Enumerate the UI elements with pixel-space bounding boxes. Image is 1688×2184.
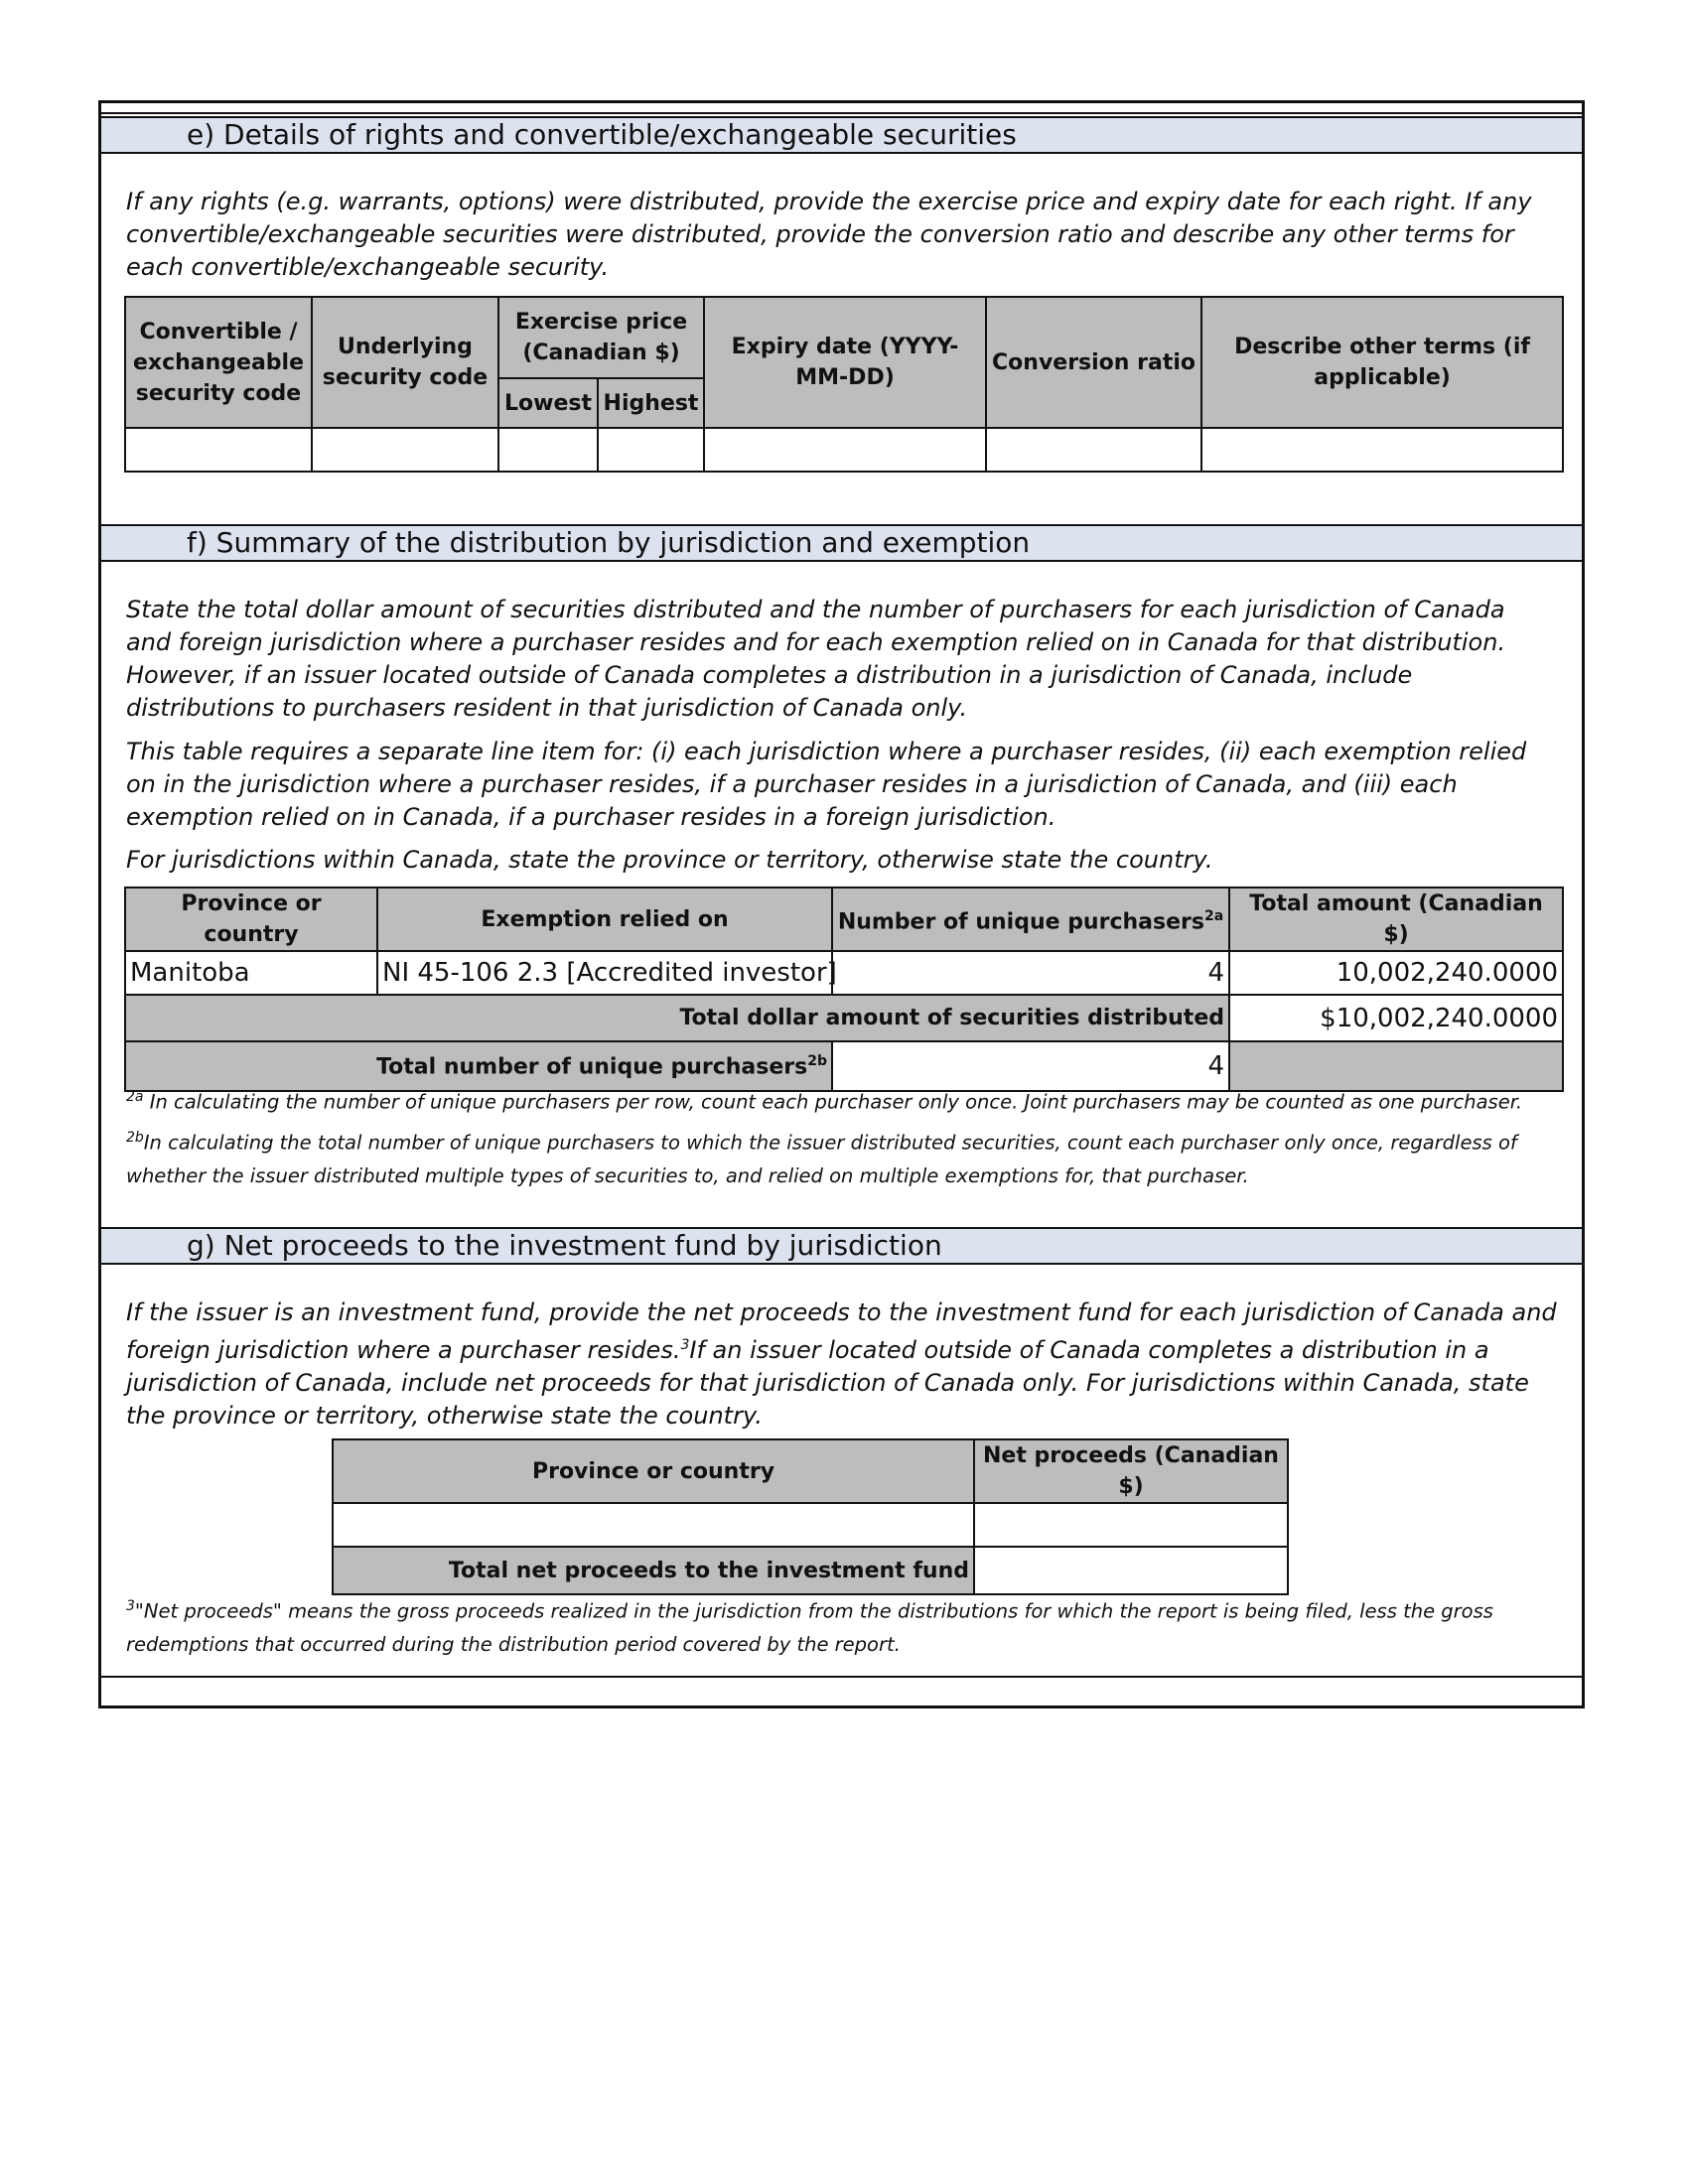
total-net-proceeds-label: Total net proceeds to the investment fund [333,1547,974,1594]
col-total-amount: Total amount (Canadian $) [1229,887,1563,951]
section-e-instructions: If any rights (e.g. warrants, options) were distributed, provide the exercise price and expiry date for each right. If any convertible/exchangeable securities were distributed, provide the conversion ratio and describe any other terms for each convertible/exchangeable security. [126,188,1532,281]
footnote-2b [126,1122,1557,1192]
input-highest-price[interactable] [598,428,704,472]
footnote-2b-text: In calculating the total number of unique purchasers to which the issuer distributed securities, count each purchaser only once, regardless of whether the issuer distributed multiple types of securities to, and relied on multiple exemptions for, that purchaser. [126,1131,1517,1187]
section-f-header: f) Summary of the distribution by jurisdiction and exemption [101,524,1582,562]
input-underlying-code[interactable] [312,428,498,472]
col-unique-purchasers-label: Number of unique purchasers [837,909,1204,935]
section-f-para3: For jurisdictions within Canada, state the province or territory, otherwise state the country. [126,846,1213,874]
col-net-proceeds: Net proceeds (Canadian $) [974,1439,1288,1503]
section-f-para2: This table requires a separate line item for: (i) each jurisdiction where a purchaser resides, (ii) each exemption relied on in the jurisdiction where a purchaser resides, if a purchaser resides in a jurisdiction of Canada, and (iii) each exemption relied on in Canada, if a purchaser resides in a foreign jurisdiction. [126,738,1527,831]
input-convertible-code[interactable] [125,428,312,472]
col-exercise-price: Exercise price (Canadian $) [498,297,704,378]
footnote-2a-mark: 2a [126,1089,144,1105]
col-unique-purchasers [832,887,1229,951]
input-net-proceeds[interactable] [974,1503,1288,1547]
col-highest: Highest [598,378,704,428]
footnote-3-text: "Net proceeds" means the gross proceeds realized in the jurisdiction from the distributions for which the report is being filed, less the gross redemptions that occurred during the distribution period covered by the report. [126,1599,1493,1656]
total-amount-value: $10,002,240.0000 [1229,995,1563,1041]
frame-bottom-rule [101,1676,1582,1678]
input-lowest-price[interactable] [498,428,598,472]
cell-province[interactable]: Manitoba [125,951,377,995]
section-e-header: e) Details of rights and convertible/exchangeable securities [101,116,1582,154]
distribution-table [124,887,1564,1092]
frame-top-rule [101,112,1582,114]
footnote-3 [126,1590,1557,1661]
cell-purchasers[interactable]: 4 [832,951,1229,995]
cell-exemption[interactable]: NI 45-106 2.3 [Accredited investor] [377,951,832,995]
table-row [125,951,1563,995]
footnote-3-mark: 3 [126,1598,135,1614]
footnote-ref-3: 3 [680,1337,690,1353]
input-expiry-date[interactable] [704,428,986,472]
total-amount-label: Total dollar amount of securities distributed [125,995,1229,1041]
col-convertible-code: Convertible / exchangeable security code [125,297,312,428]
footnote-2a-text: In calculating the number of unique purchasers per row, count each purchaser only once. Joint purchasers may be counted as one purchaser. [143,1090,1523,1114]
form-frame [98,100,1585,1708]
col-exemption: Exemption relied on [377,887,832,951]
total-purchasers-value: 4 [832,1041,1229,1091]
section-g-para-b: If an issuer located outside of Canada completes a distribution in a jurisdiction of Canada, include net proceeds for that jurisdiction of Canada only. For jurisdictions within Canada, state the province or territory, otherwise state the country. [126,1336,1529,1430]
col-conversion-ratio: Conversion ratio [986,297,1201,428]
section-g-header: g) Net proceeds to the investment fund by jurisdiction [101,1227,1582,1265]
total-net-proceeds-value[interactable] [974,1547,1288,1594]
section-f-para1: State the total dollar amount of securities distributed and the number of purchasers for each jurisdiction of Canada and foreign jurisdiction where a purchaser resides and for each exemption relied on in Canada for that distribution. However, if an issuer located outside of Canada completes a distribution in a jurisdiction of Canada, include distributions to purchasers resident in that jurisdiction of Canada only. [126,596,1506,722]
col-underlying-code: Underlying security code [312,297,498,428]
input-other-terms[interactable] [1201,428,1563,472]
cell-amount[interactable]: 10,002,240.0000 [1229,951,1563,995]
col-other-terms: Describe other terms (if applicable) [1201,297,1563,428]
col-expiry-date: Expiry date (YYYY-MM-DD) [704,297,986,428]
col-province: Province or country [125,887,377,951]
input-conversion-ratio[interactable] [986,428,1201,472]
section-g-instructions [126,1297,1557,1433]
input-net-province[interactable] [333,1503,974,1547]
rights-table [124,296,1564,473]
footnote-ref-2a: 2a [1203,907,1224,924]
col-net-province: Province or country [333,1439,974,1503]
net-proceeds-table [332,1438,1289,1595]
footnote-2a [126,1081,1557,1119]
footnote-ref-2b: 2b [807,1052,827,1069]
col-lowest: Lowest [498,378,598,428]
section-g-para-a: If the issuer is an investment fund, provide the net proceeds to the investment fund for each jurisdiction of Canada and foreign jurisdiction where a purchaser resides. [126,1298,1557,1364]
footnote-2b-mark: 2b [126,1130,144,1146]
total-purchasers-label-text: Total number of unique purchasers [376,1054,808,1080]
